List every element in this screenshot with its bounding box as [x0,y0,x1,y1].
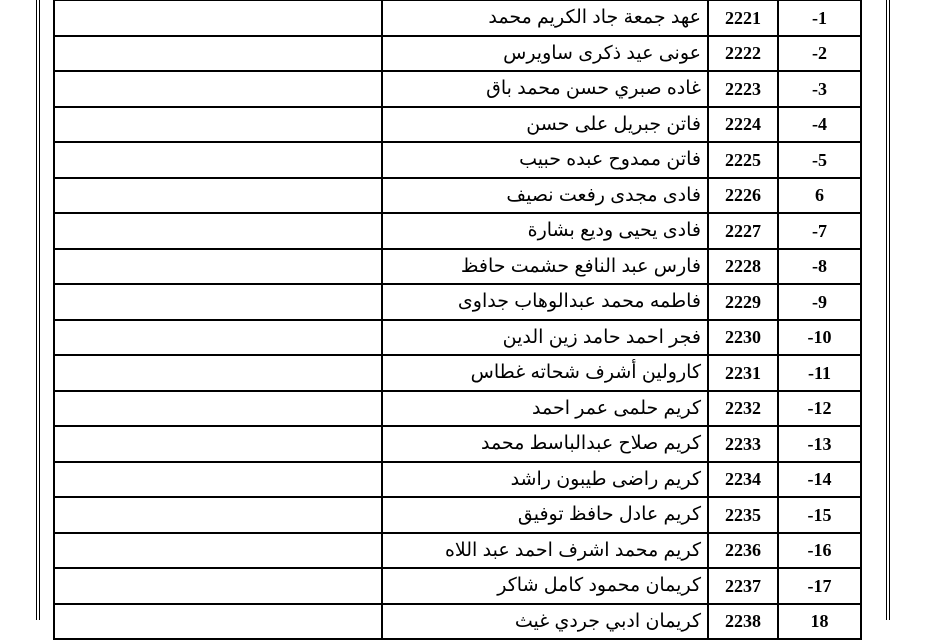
student-name-cell: كريمان محمود كامل شاكر [382,568,708,604]
row-number-cell: -3 [778,71,861,107]
blank-cell [54,568,382,604]
student-name-cell: كريم حلمى عمر احمد [382,391,708,427]
blank-cell [54,462,382,498]
row-number-cell: -11 [778,355,861,391]
row-number-cell: -12 [778,391,861,427]
table-row [54,462,861,498]
student-name-cell: عونى عيد ذكرى ساويرس [382,36,708,72]
student-code-cell: 2236 [708,533,778,569]
row-number-cell: -2 [778,36,861,72]
student-table [53,0,862,640]
row-number-cell: -16 [778,533,861,569]
student-name-cell: فادى يحيى وديع بشارة [382,213,708,249]
student-code-cell: 2231 [708,355,778,391]
table-row [54,178,861,214]
page-border-right [886,0,890,620]
row-number-cell: -9 [778,284,861,320]
blank-cell [54,355,382,391]
table-row [54,71,861,107]
student-name-cell: فارس عبد النافع حشمت حافظ [382,249,708,285]
row-number-cell: -13 [778,426,861,462]
table-row [54,142,861,178]
student-code-cell: 2224 [708,107,778,143]
student-name-cell: فاتن ممدوح عبده حبيب [382,142,708,178]
student-code-cell: 2235 [708,497,778,533]
blank-cell [54,284,382,320]
student-table-body [54,0,861,639]
student-name-cell: فاتن جبريل على حسن [382,107,708,143]
student-name-cell: غاده صبري حسن محمد باق [382,71,708,107]
table-row [54,533,861,569]
blank-cell [54,604,382,640]
blank-cell [54,391,382,427]
row-number-cell: -5 [778,142,861,178]
table-row [54,604,861,640]
student-code-cell: 2222 [708,36,778,72]
page-border-left [36,0,40,620]
table-row [54,107,861,143]
student-code-cell: 2238 [708,604,778,640]
table-row [54,355,861,391]
blank-cell [54,497,382,533]
table-row [54,284,861,320]
row-number-cell: 18 [778,604,861,640]
row-number-cell: -8 [778,249,861,285]
row-number-cell: 6 [778,178,861,214]
student-code-cell: 2223 [708,71,778,107]
student-name-cell: فجر احمد حامد زين الدين [382,320,708,356]
blank-cell [54,142,382,178]
student-code-cell: 2232 [708,391,778,427]
row-number-cell: -10 [778,320,861,356]
student-name-cell: كريم راضى طيبون راشد [382,462,708,498]
student-code-cell: 2225 [708,142,778,178]
row-number-cell: -17 [778,568,861,604]
student-code-cell: 2227 [708,213,778,249]
student-name-cell: فادى مجدى رفعت نصيف [382,178,708,214]
student-code-cell: 2234 [708,462,778,498]
blank-cell [54,320,382,356]
student-code-cell: 2230 [708,320,778,356]
student-name-cell: كريم محمد اشرف احمد عبد اللاه [382,533,708,569]
table-row [54,36,861,72]
blank-cell [54,533,382,569]
student-name-cell: كريمان ادبي جردي غيث [382,604,708,640]
blank-cell [54,249,382,285]
blank-cell [54,213,382,249]
student-name-cell: عهد جمعة جاد الكريم محمد [382,0,708,36]
student-name-cell: فاطمه محمد عبدالوهاب جداوى [382,284,708,320]
row-number-cell: -14 [778,462,861,498]
table-row [54,0,861,36]
blank-cell [54,178,382,214]
row-number-cell: -4 [778,107,861,143]
student-code-cell: 2226 [708,178,778,214]
blank-cell [54,107,382,143]
blank-cell [54,36,382,72]
row-number-cell: -7 [778,213,861,249]
table-row [54,320,861,356]
student-name-cell: كريم عادل حافظ توفيق [382,497,708,533]
blank-cell [54,71,382,107]
student-code-cell: 2229 [708,284,778,320]
table-row [54,391,861,427]
table-row [54,249,861,285]
student-name-cell: كارولين أشرف شحاته غطاس [382,355,708,391]
table-row [54,497,861,533]
student-code-cell: 2233 [708,426,778,462]
blank-cell [54,426,382,462]
table-row [54,568,861,604]
student-code-cell: 2221 [708,0,778,36]
row-number-cell: -15 [778,497,861,533]
table-row [54,213,861,249]
blank-cell [54,0,382,36]
row-number-cell: -1 [778,0,861,36]
table-row [54,426,861,462]
student-name-cell: كريم صلاح عبدالباسط محمد [382,426,708,462]
student-code-cell: 2228 [708,249,778,285]
student-code-cell: 2237 [708,568,778,604]
